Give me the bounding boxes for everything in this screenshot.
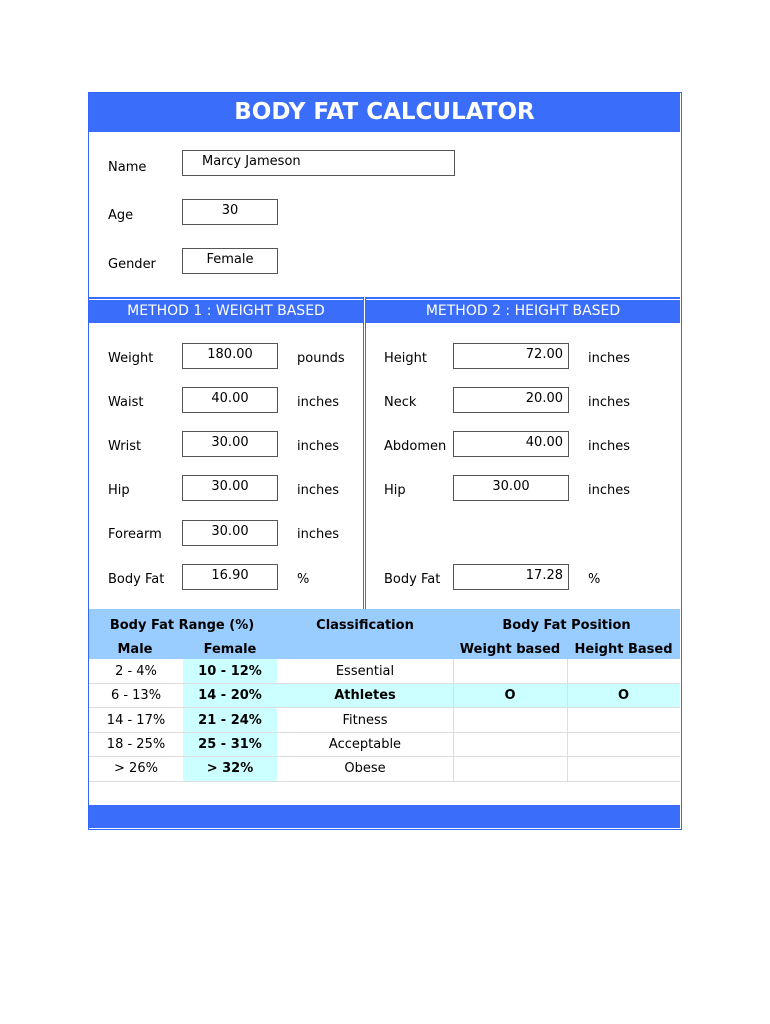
name-field[interactable]: Marcy Jameson (182, 150, 455, 176)
height-position: O (617, 688, 630, 703)
weight-based-header: Weight based (459, 642, 561, 657)
neck-unit: inches (588, 395, 631, 410)
weight-position (453, 757, 567, 781)
table-row (89, 733, 680, 757)
height-position (567, 733, 680, 757)
wrist-label: Wrist (108, 439, 142, 454)
weight-label: Weight (108, 351, 154, 366)
abdomen-label: Abdomen (384, 439, 447, 454)
female-range: 14 - 20% (198, 688, 262, 703)
height-field[interactable]: 72.00 (453, 343, 569, 369)
female-range: 10 - 12% (198, 664, 262, 679)
row-divider (89, 781, 680, 782)
male-range: 2 - 4% (115, 664, 157, 679)
gender-label: Gender (108, 257, 156, 272)
hip-field[interactable]: 30.00 (182, 475, 278, 501)
weight-position: O (504, 688, 516, 703)
method2-header: METHOD 2 : HEIGHT BASED (366, 300, 680, 322)
method1-header: METHOD 1 : WEIGHT BASED (89, 300, 363, 322)
weight-unit: pounds (297, 351, 345, 366)
weight-field[interactable]: 180.00 (182, 343, 278, 369)
table-row (89, 660, 680, 684)
section-divider (89, 297, 680, 299)
waist-field[interactable]: 40.00 (182, 387, 278, 413)
page-title: BODY FAT CALCULATOR (89, 93, 680, 132)
female-range: > 32% (206, 761, 254, 776)
female-range: 21 - 24% (198, 713, 262, 728)
range-header: Body Fat Range (%) (109, 618, 255, 633)
table-row (89, 757, 680, 781)
male-range: > 26% (114, 761, 158, 776)
gender-field[interactable]: Female (182, 248, 278, 274)
name-label: Name (108, 160, 147, 175)
hip-label-method2: Hip (384, 483, 406, 498)
forearm-label: Forearm (108, 527, 162, 542)
table-row (89, 709, 680, 733)
female-header: Female (203, 642, 257, 657)
height-position (567, 709, 680, 733)
male-range: 14 - 17% (106, 713, 166, 728)
footer-bar (89, 805, 680, 828)
male-range: 18 - 25% (106, 737, 166, 752)
body-fat-unit-method1: % (297, 572, 310, 587)
hip-unit: inches (297, 483, 340, 498)
classification: Athletes (334, 688, 396, 703)
classification: Acceptable (328, 737, 402, 752)
height-unit: inches (588, 351, 631, 366)
hip-label: Hip (108, 483, 130, 498)
body-fat-result-method2: 17.28 (453, 564, 569, 590)
table-row (89, 684, 680, 708)
classification-header: Classification (316, 618, 414, 633)
waist-unit: inches (297, 395, 340, 410)
height-position (567, 660, 680, 684)
height-based-header: Height Based (574, 642, 673, 657)
weight-position (453, 709, 567, 733)
body-fat-unit-method2: % (588, 572, 601, 587)
method-column-divider (363, 297, 366, 609)
height-label: Height (384, 351, 427, 366)
hip-field-method2[interactable]: 30.00 (453, 475, 569, 501)
body-fat-result-method1: 16.90 (182, 564, 278, 590)
wrist-field[interactable]: 30.00 (182, 431, 278, 457)
age-field[interactable]: 30 (182, 199, 278, 225)
male-range: 6 - 13% (110, 688, 162, 703)
wrist-unit: inches (297, 439, 340, 454)
body-fat-label-method1: Body Fat (108, 572, 165, 587)
abdomen-unit: inches (588, 439, 631, 454)
female-range: 25 - 31% (198, 737, 262, 752)
height-position (567, 757, 680, 781)
age-label: Age (108, 208, 134, 223)
weight-position (453, 733, 567, 757)
neck-field[interactable]: 20.00 (453, 387, 569, 413)
body-fat-calculator-sheet (88, 92, 682, 830)
male-header: Male (117, 642, 153, 657)
body-fat-label-method2: Body Fat (384, 572, 441, 587)
classification: Essential (335, 664, 395, 679)
neck-label: Neck (384, 395, 417, 410)
classification: Fitness (342, 713, 388, 728)
position-header: Body Fat Position (502, 618, 631, 633)
forearm-field[interactable]: 30.00 (182, 520, 278, 546)
hip-unit-method2: inches (588, 483, 631, 498)
abdomen-field[interactable]: 40.00 (453, 431, 569, 457)
section-divider-bottom (89, 322, 680, 323)
waist-label: Waist (108, 395, 144, 410)
weight-position (453, 660, 567, 684)
forearm-unit: inches (297, 527, 340, 542)
classification: Obese (344, 761, 386, 776)
